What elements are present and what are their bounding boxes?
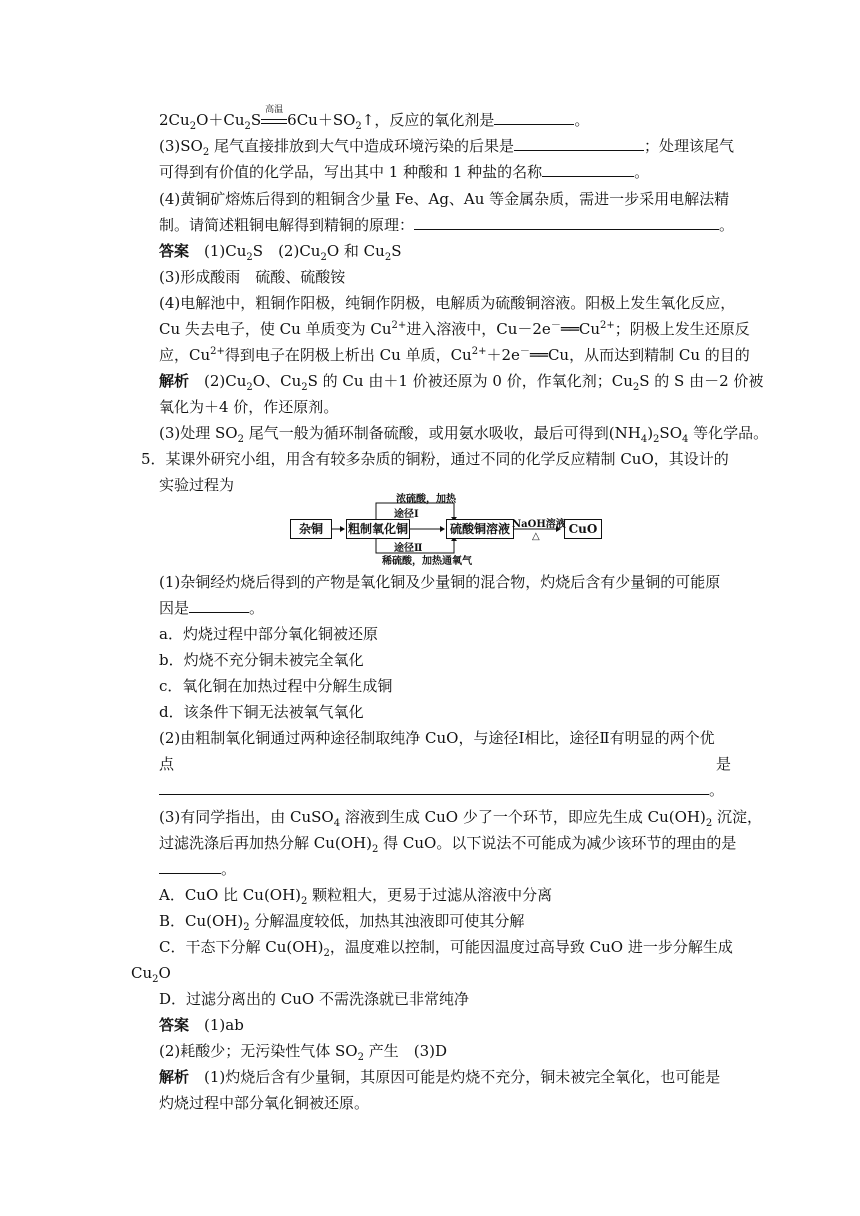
analysis-5-line: 解析 (1)灼烧后含有少量铜，其原因可能是灼烧不充分，铜未被完全氧化，也可能是 [159,1068,721,1086]
analysis-line-2: 氧化为＋4 价，作还原剂。 [159,398,339,416]
flow-label-route1: 途径Ⅰ [394,509,419,520]
reaction-condition: 高温 [261,110,287,130]
answer-line-4c: 应，$Cu^{2+}$得到电子在阴极上析出 Cu 单质，$Cu^{2+}+2e^-══Cu$，从而达到精制 Cu 的目的 [159,346,750,364]
option-a: a．灼烧过程中部分氧化铜被还原 [159,625,378,643]
answer-line-4b: Cu 失去电子，使 Cu 单质变为 $Cu^{2+}$进入溶液中，$Cu-2e^-══Cu^{2+}$；阴极上发生还原反 [159,320,750,338]
answer-blank [542,162,634,177]
answer-label: 答案 [159,1016,190,1034]
q5-2-line-2: 点 是 [159,755,731,773]
q5-3-line-2: 过滤洗涤后再加热分解 $Cu(OH)_2$ 得 CuO。以下说法不可能成为减少该环节的理由的是 [159,834,737,855]
option-c: c．氧化铜在加热过程中分解生成铜 [159,677,393,695]
analysis-line-3: (3)处理 $SO_2$ 尾气一般为循环制备硫酸，或用氨水吸收，最后可得到$(NH_4)_2SO_4$ 等化学品。 [159,424,769,445]
flow-box-cuo: CuO [564,519,602,539]
question-5-line-2: 实验过程为 [159,476,235,494]
answer-blank [514,136,644,151]
answer-blank [159,780,709,795]
option-C: C．干态下分解 $Cu(OH)_2$，温度难以控制，可能因温度过高导致 CuO 进一步分解生成 [159,938,733,959]
q5-2-line-3: 。 [159,780,724,800]
q5-3-line-3: 。 [159,859,236,879]
answer-5-line: 答案 (1)ab [159,1016,244,1034]
option-A: A．CuO 比 $Cu(OH)_2$ 颗粒粗大，更易于过滤从溶液中分离 [159,886,553,907]
option-C-continued: $Cu_2O$ [131,964,171,985]
analysis-label: 解析 [159,372,190,390]
q5-1-line: (1)杂铜经灼烧后得到的产物是氧化铜及少量铜的混合物，灼烧后含有少量铜的可能原 [159,573,721,591]
answer-line: 答案 $(1)Cu_2S$ $(2)Cu_2O$ 和 $Cu_2S$ [159,242,402,263]
flow-box-raw-copper: 杂铜 [290,519,332,539]
answer-line-4: (4)电解池中，粗铜作阳极，纯铜作阴极，电解质为硫酸铜溶液。阳极上发生氧化反应， [159,294,736,312]
flow-label-route2: 途径Ⅱ [394,543,423,554]
q5-2-line: (2)由粗制氧化铜通过两种途径制取纯净 CuO，与途径Ⅰ相比，途径Ⅱ有明显的两个优 [159,729,715,747]
flow-label-naoh: NaOH溶液 [512,519,566,530]
answer-blank [494,110,574,125]
option-b: b．灼烧不充分铜未被完全氧化 [159,651,364,669]
answer-blank [414,215,719,230]
option-B: B．$Cu(OH)_2$ 分解温度较低，加热其浊液即可使其分解 [159,912,525,933]
question-4-line: (4)黄铜矿熔炼后得到的粗铜含少量 Fe、Ag、Au 等金属杂质，需进一步采用电解法精 [159,190,730,208]
question-3-line-2: 可得到有价值的化学品，写出其中 1 种酸和 1 种盐的名称 。 [159,163,650,181]
answer-blank [189,598,249,613]
question-5-line: 5．某课外研究小组，用含有较多杂质的铜粉，通过不同的化学反应精制 CuO，其设计的 [141,450,729,468]
flow-label-heat: △ [532,531,540,542]
flow-label-route1-reagent: 浓硫酸，加热 [396,494,456,505]
flow-label-route2-reagent: 稀硫酸，加热通氧气 [382,556,472,567]
q5-3-line: (3)有同学指出，由 CuSO$_4$ 溶液到生成 CuO 少了一个环节，即应先生成 $Cu(OH)_2$ 沉淀， [159,808,762,829]
answer-line-3: (3)形成酸雨 硫酸、硫酸铵 [159,268,346,286]
analysis-5-line-2: 灼烧过程中部分氧化铜被还原。 [159,1094,370,1112]
flow-box-cuso4-solution: 硫酸铜溶液 [446,519,514,539]
question-3-line: $(3)SO_2$ 尾气直接排放到大气中造成环境污染的后果是 ；处理该尾气 [159,137,734,158]
answer-5-line-2: (2)耗酸少；无污染性气体 $SO_2$ 产生 (3)D [159,1042,448,1063]
option-d: d．该条件下铜无法被氧气氧化 [159,703,364,721]
flow-diagram [288,493,608,565]
answer-blank [159,859,221,874]
equation-line: $2Cu_2O+Cu_2S$ 高温 $6Cu+SO_2↑$，反应的氧化剂是 。 [159,105,590,132]
answer-label: 答案 [159,242,190,260]
analysis-label: 解析 [159,1068,190,1086]
analysis-line: 解析 $(2)Cu_2O$、$Cu_2S$ 的 Cu 由＋1 价被还原为 0 价，作氧化剂；$Cu_2S$ 的 S 由－2 价被 [159,372,764,393]
question-4-line-2: 制。请简述粗铜电解得到精铜的原理： 。 [159,216,735,234]
option-D: D．过滤分离出的 CuO 不需洗涤就已非常纯净 [159,990,469,1008]
flow-box-crude-cuo: 粗制氧化铜 [346,519,410,539]
q5-1-line-2: 因是 。 [159,599,265,617]
